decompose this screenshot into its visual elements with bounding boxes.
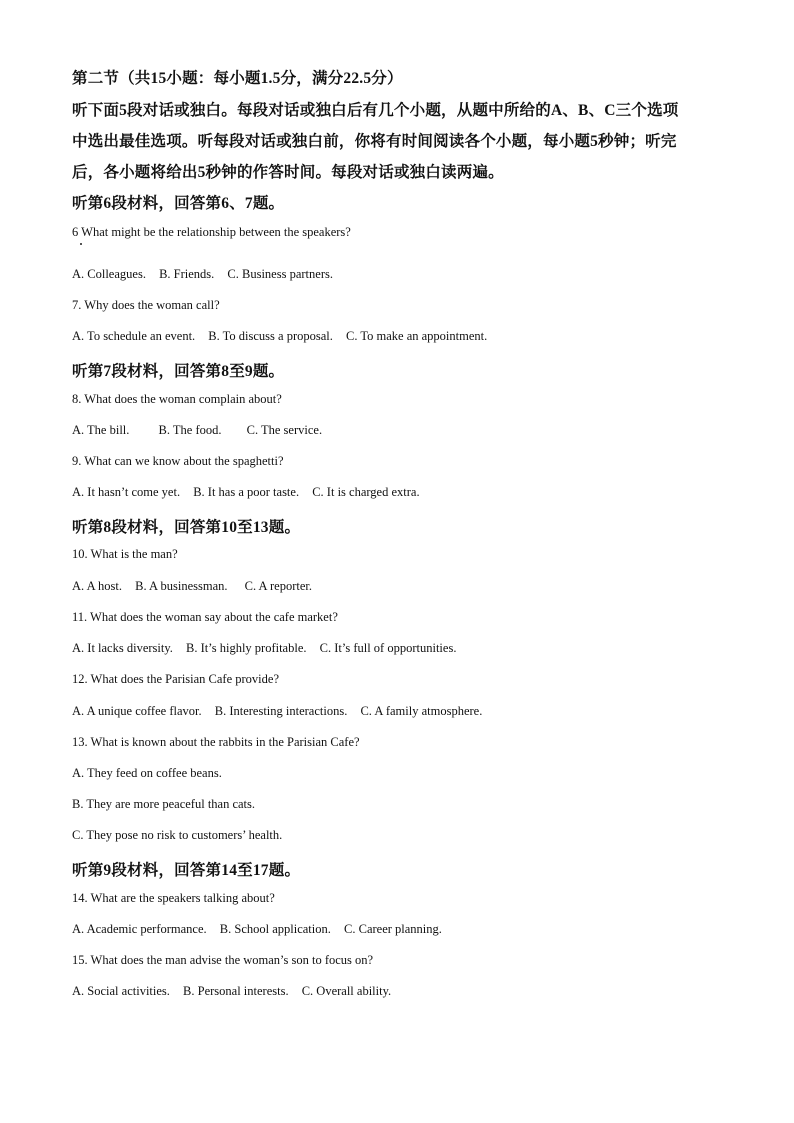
stray-mark — [80, 243, 82, 245]
option-b: B. To discuss a proposal. — [208, 329, 333, 343]
group-header: 听第8段材料，回答第10至13题。 — [72, 519, 301, 536]
option-a: A. Colleagues. — [72, 267, 146, 281]
question-stem: 11. What does the woman say about the cafe market? — [72, 610, 338, 624]
question-stem: 8. What does the woman complain about? — [72, 392, 282, 406]
group-header: 听第9段材料，回答第14至17题。 — [72, 862, 301, 879]
question-stem: 12. What does the Parisian Cafe provide? — [72, 672, 280, 686]
question-stem: 14. What are the speakers talking about? — [72, 891, 275, 905]
question-options — [72, 984, 391, 999]
question-options — [72, 922, 442, 937]
option-c: C. It is charged extra. — [312, 485, 420, 499]
section-title: 第二节（共15小题：每小题1.5分，满分22.5分） — [72, 70, 403, 87]
instructions-line-1: 听下面5段对话或独白。每段对话或独白后有几个小题，从题中所给的A、B、C三个选项 — [72, 102, 679, 119]
option-a: A. A host. — [72, 579, 123, 593]
option-b: B. Personal interests. — [183, 984, 289, 998]
question-options — [72, 579, 312, 594]
option-b: B. A businessman. — [135, 579, 228, 593]
option-a: A. They feed on coffee beans. — [72, 766, 222, 780]
question-stem: 13. What is known about the rabbits in the Parisian Cafe? — [72, 735, 360, 749]
option-c: C. Overall ability. — [301, 984, 392, 998]
instructions-line-3: 后，各小题将给出5秒钟的作答时间。每段对话或独白读两遍。 — [72, 164, 504, 181]
option-b: B. They are more peaceful than cats. — [72, 797, 256, 811]
question-options — [72, 423, 322, 438]
option-b: B. Friends. — [159, 267, 215, 281]
option-a: A. A unique coffee flavor. — [72, 704, 202, 718]
question-stem: 10. What is the man? — [72, 547, 178, 561]
question-stem: 9. What can we know about the spaghetti? — [72, 454, 284, 468]
option-a: A. Academic performance. — [72, 922, 207, 936]
question-options — [72, 329, 487, 344]
group-header: 听第7段材料，回答第8至9题。 — [72, 363, 285, 380]
option-c: C. To make an appointment. — [346, 329, 488, 343]
option-a: A. It lacks diversity. — [72, 641, 173, 655]
question-options — [72, 704, 482, 719]
option-a: A. To schedule an event. — [72, 329, 196, 343]
option-a: A. It hasn’t come yet. — [72, 485, 181, 499]
question-options — [72, 267, 333, 282]
option-c: C. Career planning. — [344, 922, 442, 936]
option-b: B. It has a poor taste. — [193, 485, 300, 499]
instructions-line-2: 中选出最佳选项。听每段对话或独白前，你将有时间阅读各个小题，每小题5秒钟；听完 — [72, 133, 677, 150]
option-b: B. School application. — [219, 922, 331, 936]
option-b: B. The food. — [158, 423, 222, 437]
option-c: C. It’s full of opportunities. — [319, 641, 457, 655]
question-options — [72, 641, 456, 656]
option-c: C. They pose no risk to customers’ health. — [72, 828, 283, 842]
question-stem: 15. What does the man advise the woman’s son to focus on? — [72, 953, 374, 967]
option-c: C. Business partners. — [227, 267, 333, 281]
option-a: A. The bill. — [72, 423, 130, 437]
question-options — [72, 485, 420, 500]
question-stem: 7. Why does the woman call? — [72, 298, 220, 312]
option-a: A. Social activities. — [72, 984, 170, 998]
question-stem: 6 What might be the relationship between the speakers? — [72, 225, 351, 239]
option-b: B. It’s highly profitable. — [186, 641, 307, 655]
option-c: C. The service. — [246, 423, 323, 437]
option-c: C. A reporter. — [244, 579, 312, 593]
group-header: 听第6段材料，回答第6、7题。 — [72, 195, 285, 212]
option-c: C. A family atmosphere. — [360, 704, 483, 718]
option-b: B. Interesting interactions. — [214, 704, 348, 718]
